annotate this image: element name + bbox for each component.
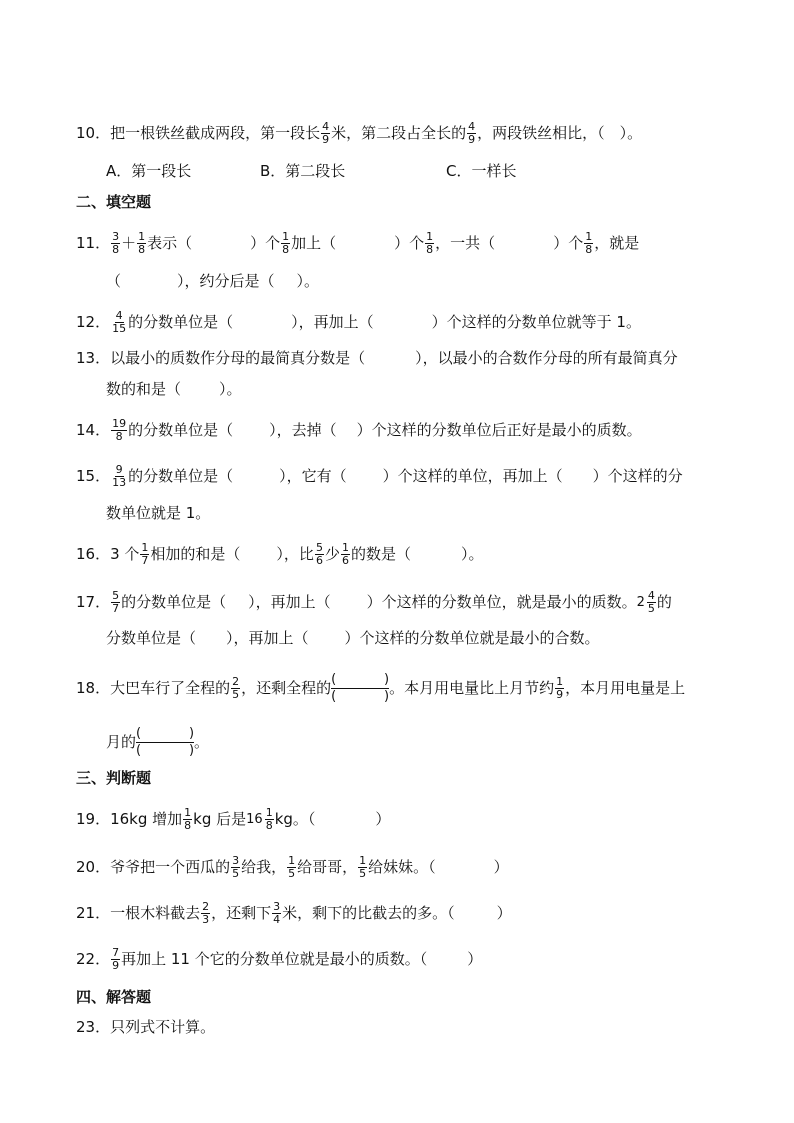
fraction-answer-blank[interactable]: ( ) ( ) <box>331 672 390 704</box>
question-10: 10．把一根铁丝截成两段，第一段长 $\frac{4}{9}$ 米，第二段占全长的 $\frac{4}{9}$ ，两段铁丝相比，（ ）。 <box>76 120 643 146</box>
question-21: 21．一根木料截去 $\frac{2}{3}$ ，还剩下 $\frac{3}{4}$ 米，剩下的比截去的多。（ ） <box>76 900 512 926</box>
fraction: $\frac{2}{3}$ <box>202 900 210 926</box>
question-19: 19．16kg 增加 $\frac{1}{8}$ kg 后是 16 1 8 kg。（ ） <box>76 806 391 832</box>
fraction: $\frac{3}{4}$ <box>273 900 281 926</box>
fraction: $\frac{1}{9}$ <box>556 675 564 701</box>
fraction: $\frac{1}{5}$ <box>359 854 367 880</box>
question-11-cont: （ ），约分后是（ ）。 <box>106 272 320 290</box>
fraction-answer-blank[interactable]: ( ) ( ) <box>136 726 195 758</box>
question-15-cont: 数单位就是 1。 <box>106 504 211 522</box>
section-title-judgement: 三、判断题 <box>76 769 152 787</box>
question-18-cont: 月的 ( ) ( ) 。 <box>106 726 210 758</box>
mixed-number: 2 4 5 <box>636 589 655 615</box>
fraction: $\frac{1}{8}$ <box>184 806 192 832</box>
question-17: 17． $\frac{5}{7}$ 的分数单位是（ ），再加上（ ）个这样的分数单位，就是最小的质数。 2 4 5 的 <box>76 589 672 615</box>
question-10-options <box>106 161 516 181</box>
fraction: $\frac{4}{15}$ <box>112 309 127 335</box>
mixed-number: 16 1 8 <box>246 806 273 832</box>
fraction: $\frac{1}{7}$ <box>141 541 149 567</box>
question-13-cont: 数的和是（ ）。 <box>106 380 242 398</box>
question-14: 14． $\frac{19}{8}$ 的分数单位是（ ），去掉（ ）个这样的分数单位后正好是最小的质数。 <box>76 417 642 443</box>
fraction: $\frac{1}{8}$ <box>138 230 146 256</box>
fraction: $\frac{4}{9}$ <box>322 120 330 146</box>
question-11: 11． $\frac{3}{8}$ ＋ $\frac{1}{8}$ 表示（ ）个 $\frac{1}{8}$ 加上（ ）个 $\frac{1}{8}$ ，一共（ ）个 $\frac{1}{8}$ ，就是 <box>76 230 640 256</box>
question-13: 13．以最小的质数作分母的最简真分数是（ ），以最小的合数作分母的所有最简真分 <box>76 349 678 367</box>
section-title-fill-blank: 二、填空题 <box>76 193 152 211</box>
section-title-solve: 四、解答题 <box>76 988 152 1006</box>
fraction: $\frac{1}{6}$ <box>341 541 349 567</box>
question-17-cont: 分数单位是（ ），再加上（ ）个这样的分数单位就是最小的合数。 <box>106 629 600 647</box>
question-15: 15． $\frac{9}{13}$ 的分数单位是（ ），它有（ ）个这样的单位，再加上（ ）个这样的分 <box>76 463 683 489</box>
fraction: $\frac{5}{6}$ <box>315 541 323 567</box>
question-12: 12． $\frac{4}{15}$ 的分数单位是（ ），再加上（ ）个这样的分数单位就等于 1。 <box>76 309 641 335</box>
question-16: 16．3 个 $\frac{1}{7}$ 相加的和是（ ），比 $\frac{5}{6}$ 少 $\frac{1}{6}$ 的数是（ ）。 <box>76 541 484 567</box>
fraction: $\frac{19}{8}$ <box>112 417 127 443</box>
option-c[interactable]: C．一样长 <box>446 162 517 180</box>
fraction: $\frac{3}{5}$ <box>232 854 240 880</box>
question-20: 20．爷爷把一个西瓜的 $\frac{3}{5}$ 给我， $\frac{1}{5}$ 给哥哥， $\frac{1}{5}$ 给妹妹。（ ） <box>76 854 509 880</box>
fraction: $\frac{1}{8}$ <box>282 230 290 256</box>
fraction: $\frac{2}{5}$ <box>232 675 240 701</box>
fraction: $\frac{4}{9}$ <box>468 120 476 146</box>
fraction: $\frac{1}{8}$ <box>426 230 434 256</box>
fraction: $\frac{1}{8}$ <box>585 230 593 256</box>
fraction: $\frac{3}{8}$ <box>112 230 120 256</box>
question-18: 18．大巴车行了全程的 $\frac{2}{5}$ ，还剩全程的 ( ) ( ) 。本月用电量比上月节约 $\frac{1}{9}$ ，本月用电量是上 <box>76 672 686 704</box>
fraction: $\frac{9}{13}$ <box>112 463 127 489</box>
option-b[interactable]: B．第二段长 <box>260 162 346 180</box>
fraction: $\frac{1}{5}$ <box>288 854 296 880</box>
question-23: 23．只列式不计算。 <box>76 1018 216 1036</box>
fraction: $\frac{5}{7}$ <box>112 589 120 615</box>
fraction: $\frac{7}{9}$ <box>112 946 120 972</box>
option-a[interactable]: A．第一段长 <box>106 162 192 180</box>
question-22: 22． $\frac{7}{9}$ 再加上 11 个它的分数单位就是最小的质数。（ ） <box>76 946 483 972</box>
